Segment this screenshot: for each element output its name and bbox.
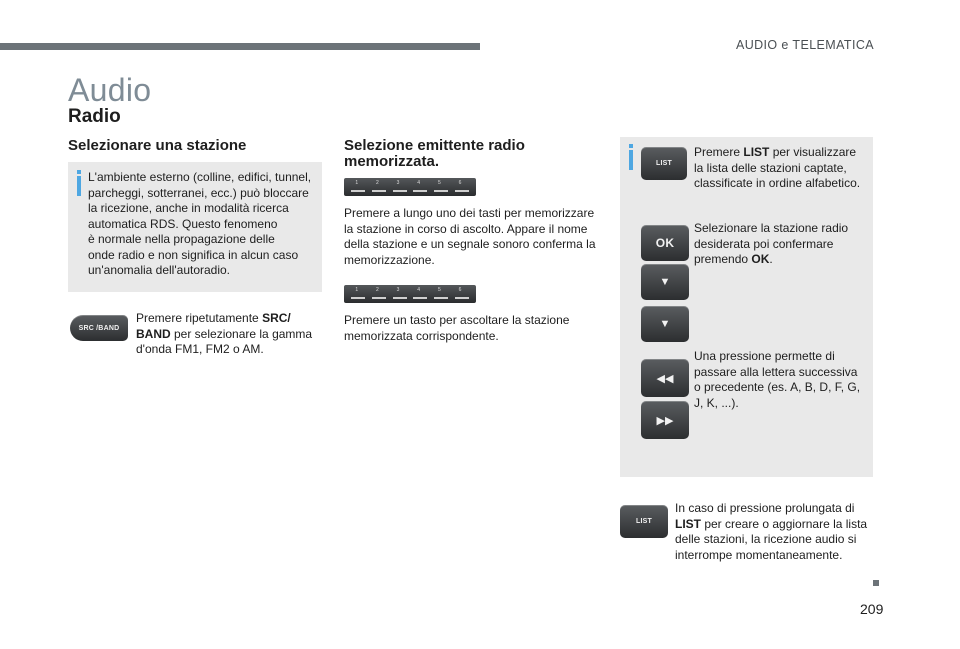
heading-select-station: Selezionare una stazione (68, 137, 247, 154)
preset-key-5 (434, 181, 448, 193)
preset-bar (434, 297, 448, 299)
src-band-button (70, 315, 128, 341)
ok-instructions (694, 221, 870, 268)
page-number: 209 (860, 601, 884, 617)
preset-key-5 (434, 288, 448, 300)
preset-number: 6 (458, 287, 462, 293)
list-button-long-press (620, 505, 668, 538)
text-line: la ricezione, anche in modalità ricerca (88, 201, 289, 215)
text-bold: LIST (743, 145, 770, 159)
text-line: delle stazioni, la ricezione audio si (675, 532, 857, 546)
page-title: Audio (68, 72, 152, 108)
heading-line: memorizzata. (344, 153, 440, 170)
fast-forward-icon: ▶▶ (656, 414, 674, 427)
text-line (675, 517, 873, 533)
heading-line: Selezione emittente radio (344, 137, 525, 154)
preset-bar (351, 190, 365, 192)
text-fragment: per visualizzare (769, 145, 857, 159)
preset-key-6 (455, 181, 469, 193)
text-line: è normale nella propagazione delle (88, 232, 275, 246)
text-line: desiderata poi confermare (694, 236, 834, 251)
text-line: un'anomalia dell'autoradio. (88, 263, 231, 277)
text-line: la stazione in corso di ascolto. Appare il nome (344, 221, 588, 236)
preset-number: 2 (375, 287, 379, 293)
text-line: memorizzazione. (344, 252, 435, 267)
list-instructions (694, 145, 870, 192)
rewind-icon: ◀◀ (656, 372, 674, 385)
text-line: memorizzata corrispondente. (344, 328, 499, 343)
text-fragment: premendo (694, 252, 752, 266)
preset-number: 1 (355, 180, 359, 186)
preset-bar (372, 190, 386, 192)
preset-key-1 (351, 288, 365, 300)
fast-forward-button (641, 401, 689, 439)
text-line (694, 145, 870, 161)
text-line (694, 252, 870, 268)
text-line: Premere un tasto per ascoltare la stazione (344, 313, 570, 327)
preset-bar (455, 190, 469, 192)
list-button (641, 147, 687, 180)
info-icon (629, 150, 633, 170)
seek-instructions (694, 349, 870, 411)
preset-keys-strip (344, 178, 476, 196)
preset-number: 5 (437, 180, 441, 186)
preset-bar (434, 190, 448, 192)
text-line: passare alla lettera successiva (694, 364, 858, 379)
text-line: Selezionare la stazione radio (694, 221, 849, 235)
text-line: parcheggi, sotterranei, ecc.) può bloccare (88, 185, 309, 200)
text-fragment: per creare o aggiornare la lista (701, 516, 868, 531)
text-line: la lista delle stazioni captate, (694, 160, 847, 175)
preset-key-3 (393, 181, 407, 193)
preset-bar (413, 190, 427, 192)
preset-key-3 (393, 288, 407, 300)
long-press-instructions (675, 501, 873, 563)
preset-bar (455, 297, 469, 299)
section-title: AUDIO e TELEMATICA (735, 38, 874, 52)
heading-memorized-station (344, 138, 525, 170)
preset-bar (393, 297, 407, 299)
preset-key-4 (413, 288, 427, 300)
text-bold: SRC/ (262, 311, 291, 325)
text-line: L'ambiente esterno (colline, edifici, tunnel, (88, 170, 312, 184)
text-line: della stazione e un segnale sonoro conferma la (344, 237, 596, 251)
chevron-down-icon: ▼ (659, 318, 671, 330)
preset-key-2 (372, 288, 386, 300)
text-line: In caso di pressione prolungata di (675, 501, 855, 515)
rewind-button (641, 359, 689, 397)
preset-bar (413, 297, 427, 299)
down-button-2 (641, 306, 689, 342)
text-line: o precedente (es. A, B, D, F, G, (694, 380, 861, 394)
preset-bar (351, 297, 365, 299)
preset-key-2 (372, 181, 386, 193)
chevron-down-icon: ▼ (659, 276, 671, 288)
text-line: onde radio e non significa in alcun caso (88, 247, 299, 262)
text-fragment: Premere (694, 145, 744, 159)
preset-number: 6 (458, 180, 462, 186)
text-fragment: per selezionare la gamma (170, 326, 313, 341)
ok-button-label: OK (655, 236, 675, 250)
text-line: d'onda FM1, FM2 o AM. (136, 342, 264, 356)
preset-key-6 (455, 288, 469, 300)
info-icon (77, 176, 81, 196)
text-line: Una pressione permette di (694, 349, 835, 363)
text-bold: OK (751, 252, 770, 266)
text-line: classificate in ordine alfabetico. (694, 176, 861, 190)
preset-key-1 (351, 181, 365, 193)
ok-button (641, 225, 689, 261)
text-line: automatica RDS. Questo fenomeno (88, 216, 278, 231)
preset-number: 3 (396, 180, 400, 186)
preset-key-4 (413, 181, 427, 193)
text-line: interrompe momentaneamente. (675, 547, 843, 562)
text-fragment: . (769, 252, 773, 266)
preset-number: 1 (355, 287, 359, 293)
text-fragment: Premere ripetutamente (136, 311, 263, 325)
src-band-button-label: SRC /BAND (78, 324, 120, 332)
preset-number: 4 (417, 180, 421, 186)
info-text-reception (88, 170, 320, 279)
list-button-label: LIST (636, 518, 652, 525)
preset-number: 3 (396, 287, 400, 293)
text-line (136, 311, 321, 327)
preset-number: 2 (375, 180, 379, 186)
preset-bar (372, 297, 386, 299)
preset-bar (393, 190, 407, 192)
src-band-instructions (136, 311, 321, 358)
text-bold: LIST (675, 516, 701, 531)
memorize-instructions (344, 206, 606, 268)
text-bold: BAND (136, 326, 171, 341)
preset-number: 4 (417, 287, 421, 293)
header-bar (0, 43, 480, 50)
text-line: J, K, ...). (694, 395, 739, 410)
page-subtitle: Radio (68, 106, 121, 127)
list-button-label: LIST (656, 160, 672, 167)
preset-keys-strip-2 (344, 285, 476, 303)
page-marker (873, 580, 879, 586)
down-button-1 (641, 264, 689, 300)
preset-number: 5 (437, 287, 441, 293)
text-line: Premere a lungo uno dei tasti per memorizzare (344, 206, 595, 220)
text-line (136, 327, 321, 343)
recall-instructions (344, 313, 606, 344)
